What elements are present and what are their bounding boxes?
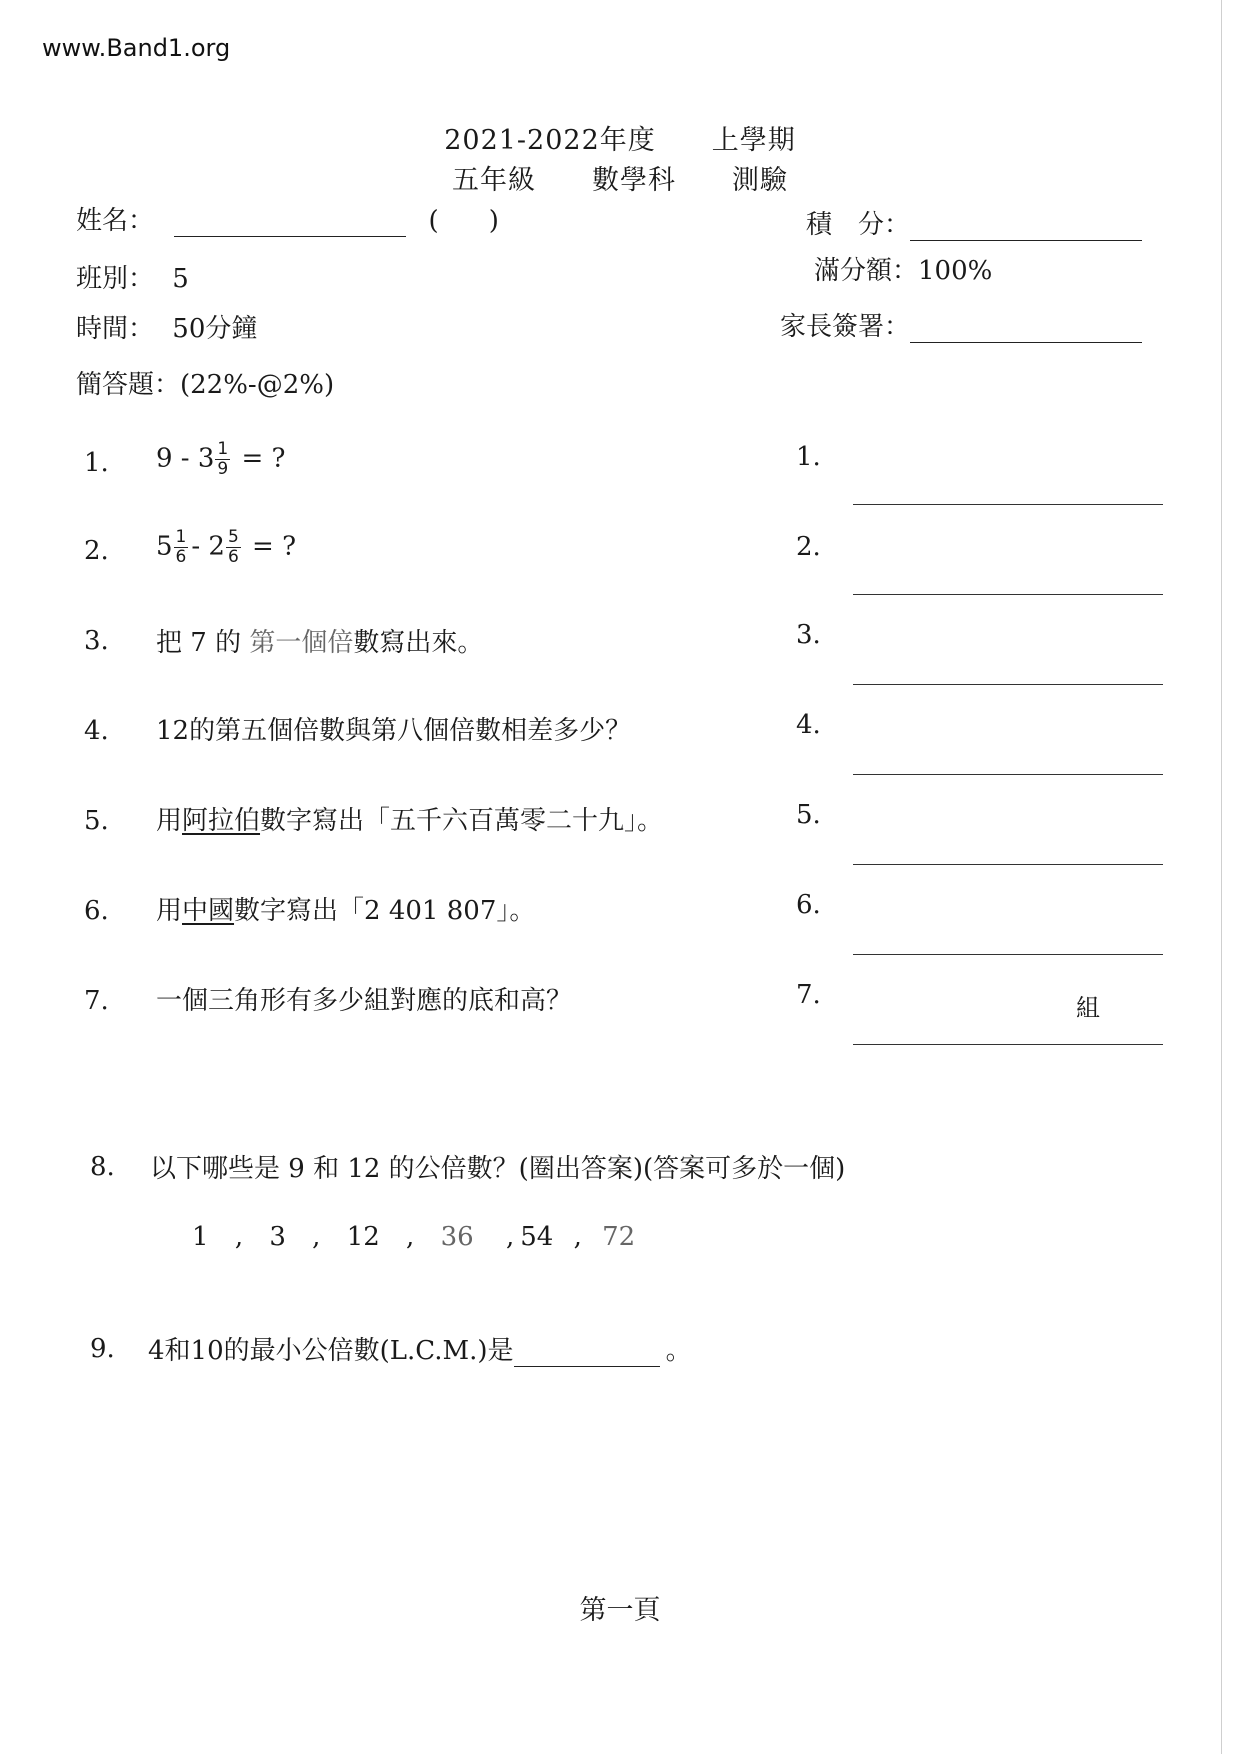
full-marks-value: 100% [918,256,993,286]
score-label: 積 分： [806,210,911,240]
question-number-7: 7. [84,986,109,1016]
question-number-4: 4. [84,716,109,746]
question-3: 把 7 的 第一個倍數寫出來。 [156,628,484,658]
answer-line-6[interactable] [853,954,1163,955]
answer-line-5[interactable] [853,864,1163,865]
answer-line-2[interactable] [853,594,1163,595]
term: 上學期 [711,125,796,156]
choice-row: 1 , 3 , 12 , 36 , 54 , 72 [192,1222,636,1252]
full-marks-label: 滿分額： [814,256,919,286]
answer-line-7[interactable] [853,1044,1163,1045]
question-number-5: 5. [84,806,109,836]
lcm-answer-blank[interactable] [514,1366,660,1367]
question-7: 一個三角形有多少組對應的底和高？ [156,986,573,1016]
question-5: 用阿拉伯數字寫出「五千六百萬零二十九」。 [156,806,664,836]
question-9: 4和10的最小公倍數(L.C.M.)是 。 [148,1336,692,1366]
parent-signature-blank[interactable] [910,342,1142,343]
time-value: 50分鐘 [172,314,258,344]
choice-72[interactable]: 72 [602,1222,636,1252]
question-number-1: 1. [84,448,109,478]
question-number-3: 3. [84,626,109,656]
class-field [76,258,189,295]
test-type: 測驗 [732,165,788,196]
choice-3[interactable]: 3 [269,1222,286,1252]
question-number-9: 9. [90,1334,115,1364]
answer-label-1: 1. [796,442,821,472]
question-8: 以下哪些是 9 和 12 的公倍數？(圈出答案)(答案可多於一個) [150,1154,846,1184]
parent-signature-label: 家長簽署： [780,312,911,342]
answer-line-1[interactable] [853,504,1163,505]
class-label: 班別： [76,264,155,294]
name-field [76,200,499,237]
scan-edge-line [1221,0,1222,1754]
question-4: 12的第五個倍數與第八個倍數相差多少？ [156,716,632,746]
answer-label-6: 6. [796,890,821,920]
answer-label-7: 7. [796,980,821,1010]
score-blank[interactable] [910,240,1142,241]
question-number-8: 8. [90,1152,115,1182]
answer-line-3[interactable] [853,684,1163,685]
grade: 五年級 [452,165,536,196]
answer-label-4: 4. [796,710,821,740]
question-6: 用中國數字寫出「2 401 807」。 [156,896,536,926]
exam-title-line-1 [0,118,1240,157]
full-marks-field [814,250,992,287]
choice-36[interactable]: 36 [440,1222,474,1252]
answer-label-2: 2. [796,532,821,562]
parent-signature-field [780,306,1142,343]
school-year: 2021-2022年度 [444,125,656,156]
question-2: 5 $\frac{1}{6}$ - 2 $\frac{5}{6}$ = ? [156,527,297,567]
exam-title-line-2 [0,158,1240,197]
fraction-1-6: $\frac{1}{6}$ [175,527,187,567]
time-label: 時間： [76,314,155,344]
choice-1[interactable]: 1 [192,1222,209,1252]
name-blank[interactable] [174,236,406,237]
answer-label-5: 5. [796,800,821,830]
answer-label-3: 3. [796,620,821,650]
class-number-paren: ( ) [428,206,499,236]
choice-54[interactable]: 54 [520,1222,554,1252]
page-number: 第一頁 [579,1595,661,1626]
score-field [806,204,1142,241]
site-watermark: www.Band1.org [42,34,231,62]
answer-unit-groups: 組 [1076,994,1100,1022]
section-title: 簡答題：(22%-@2%) [76,370,335,400]
class-value: 5 [172,264,189,294]
question-1: 9 - 3 $\frac{1}{9}$ = ? [156,439,286,479]
time-field [76,308,257,345]
choice-12[interactable]: 12 [346,1222,380,1252]
fraction-5-6: $\frac{5}{6}$ [227,527,239,567]
question-number-6: 6. [84,896,109,926]
subject: 數學科 [592,165,676,196]
fraction-1-9: $\frac{1}{9}$ [217,439,229,479]
name-label: 姓名： [76,206,155,236]
question-number-2: 2. [84,536,109,566]
answer-line-4[interactable] [853,774,1163,775]
